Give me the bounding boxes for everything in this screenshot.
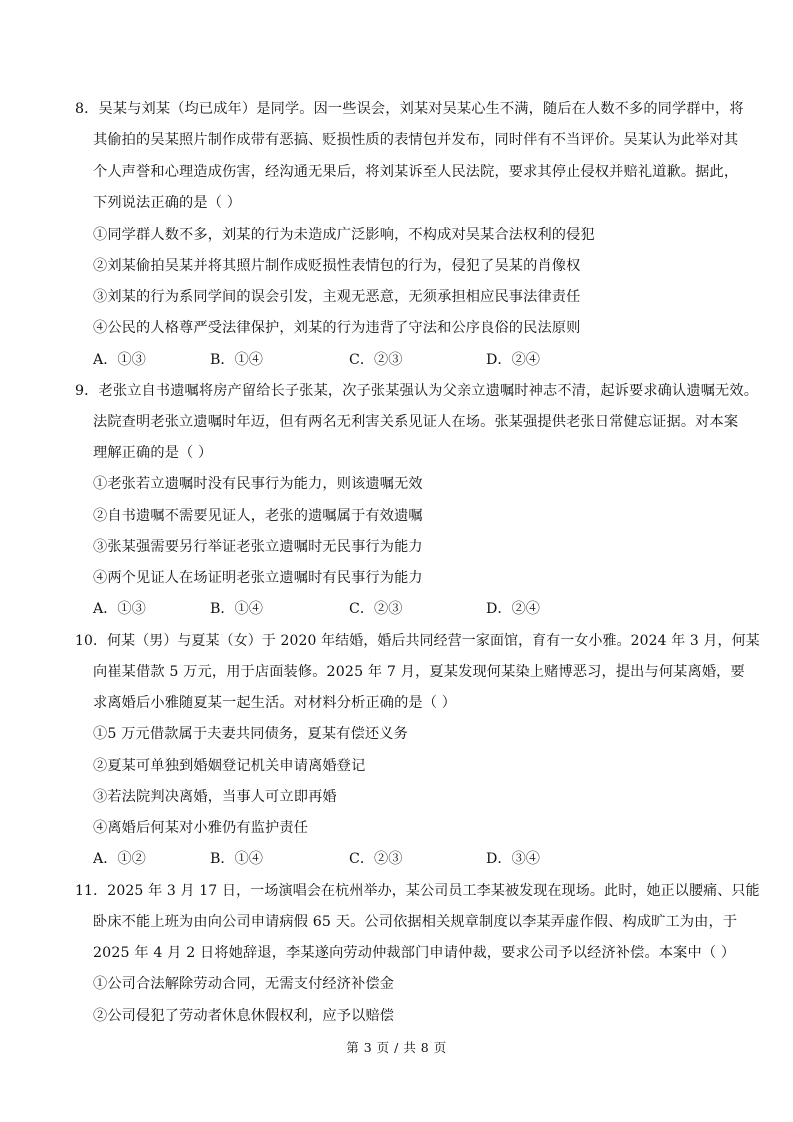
question-10-stem-line-2: 向崔某借款 5 万元，用于店面装修。2025 年 7 月，夏某发现何某染上赌博恶习，提出与何某离婚，要 xyxy=(93,664,745,680)
question-9-statement-2: ②自书遗嘱不需要见证人，老张的遗嘱属于有效遗嘱 xyxy=(93,508,423,524)
question-8-stem-line-3: 个人声誉和心理造成伤害，经沟通无果后，将刘某诉至人民法院，要求其停止侵权并赔礼道歉。据此， xyxy=(93,164,739,180)
question-11-stem-line-3: 2025 年 4 月 2 日将她辞退，李某遂向劳动仲裁部门申请仲裁，要求公司予以经济补偿。本案中（ ） xyxy=(93,945,736,961)
question-8-statement-4: ④公民的人格尊严受法律保护，刘某的行为违背了守法和公序良俗的民法原则 xyxy=(93,320,581,336)
question-8-option-d[interactable]: D．②④ xyxy=(486,352,540,368)
question-10-option-b[interactable]: B．①④ xyxy=(210,851,263,867)
question-8-statement-2: ②刘某偷拍吴某并将其照片制作成贬损性表情包的行为，侵犯了吴某的肖像权 xyxy=(93,258,581,274)
question-11-statement-1: ①公司合法解除劳动合同，无需支付经济补偿金 xyxy=(93,976,395,992)
question-10-option-d[interactable]: D．③④ xyxy=(486,851,540,867)
question-11-stem-line-2: 卧床不能上班为由向公司申请病假 65 天。公司依据相关规章制度以李某弄虚作假、构成旷工为由，于 xyxy=(93,914,738,930)
question-10-statement-2: ②夏某可单独到婚姻登记机关申请离婚登记 xyxy=(93,758,366,774)
question-9-statement-4: ④两个见证人在场证明老张立遗嘱时有民事行为能力 xyxy=(93,570,423,586)
question-10-statement-3: ③若法院判决离婚，当事人可立即再婚 xyxy=(93,789,337,805)
question-11-statement-2: ②公司侵犯了劳动者休息休假权利，应予以赔偿 xyxy=(93,1008,395,1024)
question-9-statement-1: ①老张若立遗嘱时没有民事行为能力，则该遗嘱无效 xyxy=(93,476,423,492)
question-9-option-b[interactable]: B．①④ xyxy=(210,601,263,617)
question-8-stem-line-1: 8．吴某与刘某（均已成年）是同学。因一些误会，刘某对吴某心生不满，随后在人数不多的同学群中，将 xyxy=(75,101,744,117)
page-footer: 第 3 页 / 共 8 页 xyxy=(346,1040,447,1055)
question-8-statement-3: ③刘某的行为系同学间的误会引发，主观无恶意，无须承担相应民事法律责任 xyxy=(93,289,581,305)
question-11-stem-line-1: 11．2025 年 3 月 17 日，一场演唱会在杭州举办，某公司员工李某被发现在现场。此时，她正以腰痛、只能 xyxy=(75,883,760,899)
question-10-option-a[interactable]: A．①② xyxy=(93,851,146,867)
question-9-statement-3: ③张某强需要另行举证老张立遗嘱时无民事行为能力 xyxy=(93,539,423,555)
question-8-option-b[interactable]: B．①④ xyxy=(210,352,263,368)
question-9-stem-line-1: 9．老张立自书遗嘱将房产留给长子张某，次子张某强认为父亲立遗嘱时神志不清，起诉要求确认遗嘱无效。 xyxy=(75,383,759,399)
question-10-option-c[interactable]: C．②③ xyxy=(349,851,403,867)
question-8-option-a[interactable]: A．①③ xyxy=(93,352,146,368)
question-9-option-d[interactable]: D．②④ xyxy=(486,601,540,617)
question-9-option-c[interactable]: C．②③ xyxy=(349,601,403,617)
question-8-stem-line-4: 下列说法正确的是（ ） xyxy=(93,195,242,211)
question-9-stem-line-3: 理解正确的是（ ） xyxy=(93,445,213,461)
question-8-statement-1: ①同学群人数不多，刘某的行为未造成广泛影响，不构成对吴某合法权利的侵犯 xyxy=(93,227,595,243)
question-9-option-a[interactable]: A．①③ xyxy=(93,601,146,617)
question-9-stem-line-2: 法院查明老张立遗嘱时年迈，但有两名无利害关系见证人在场。张某强提供老张日常健忘证据。对本案 xyxy=(93,414,739,430)
question-10-stem-line-3: 求离婚后小雅随夏某一起生活。对材料分析正确的是（ ） xyxy=(93,695,457,711)
question-10-statement-4: ④离婚后何某对小雅仍有监护责任 xyxy=(93,820,309,836)
question-10-statement-1: ①5 万元借款属于夫妻共同债务，夏某有偿还义务 xyxy=(93,726,408,742)
question-8-stem-line-2: 其偷拍的吴某照片制作成带有恶搞、贬损性质的表情包并发布，同时伴有不当评价。吴某认为此举对其 xyxy=(93,132,739,148)
question-8-option-c[interactable]: C．②③ xyxy=(349,352,403,368)
question-10-stem-line-1: 10．何某（男）与夏某（女）于 2020 年结婚，婚后共同经营一家面馆，育有一女小雅。2024 年 3 月，何某 xyxy=(75,633,760,649)
